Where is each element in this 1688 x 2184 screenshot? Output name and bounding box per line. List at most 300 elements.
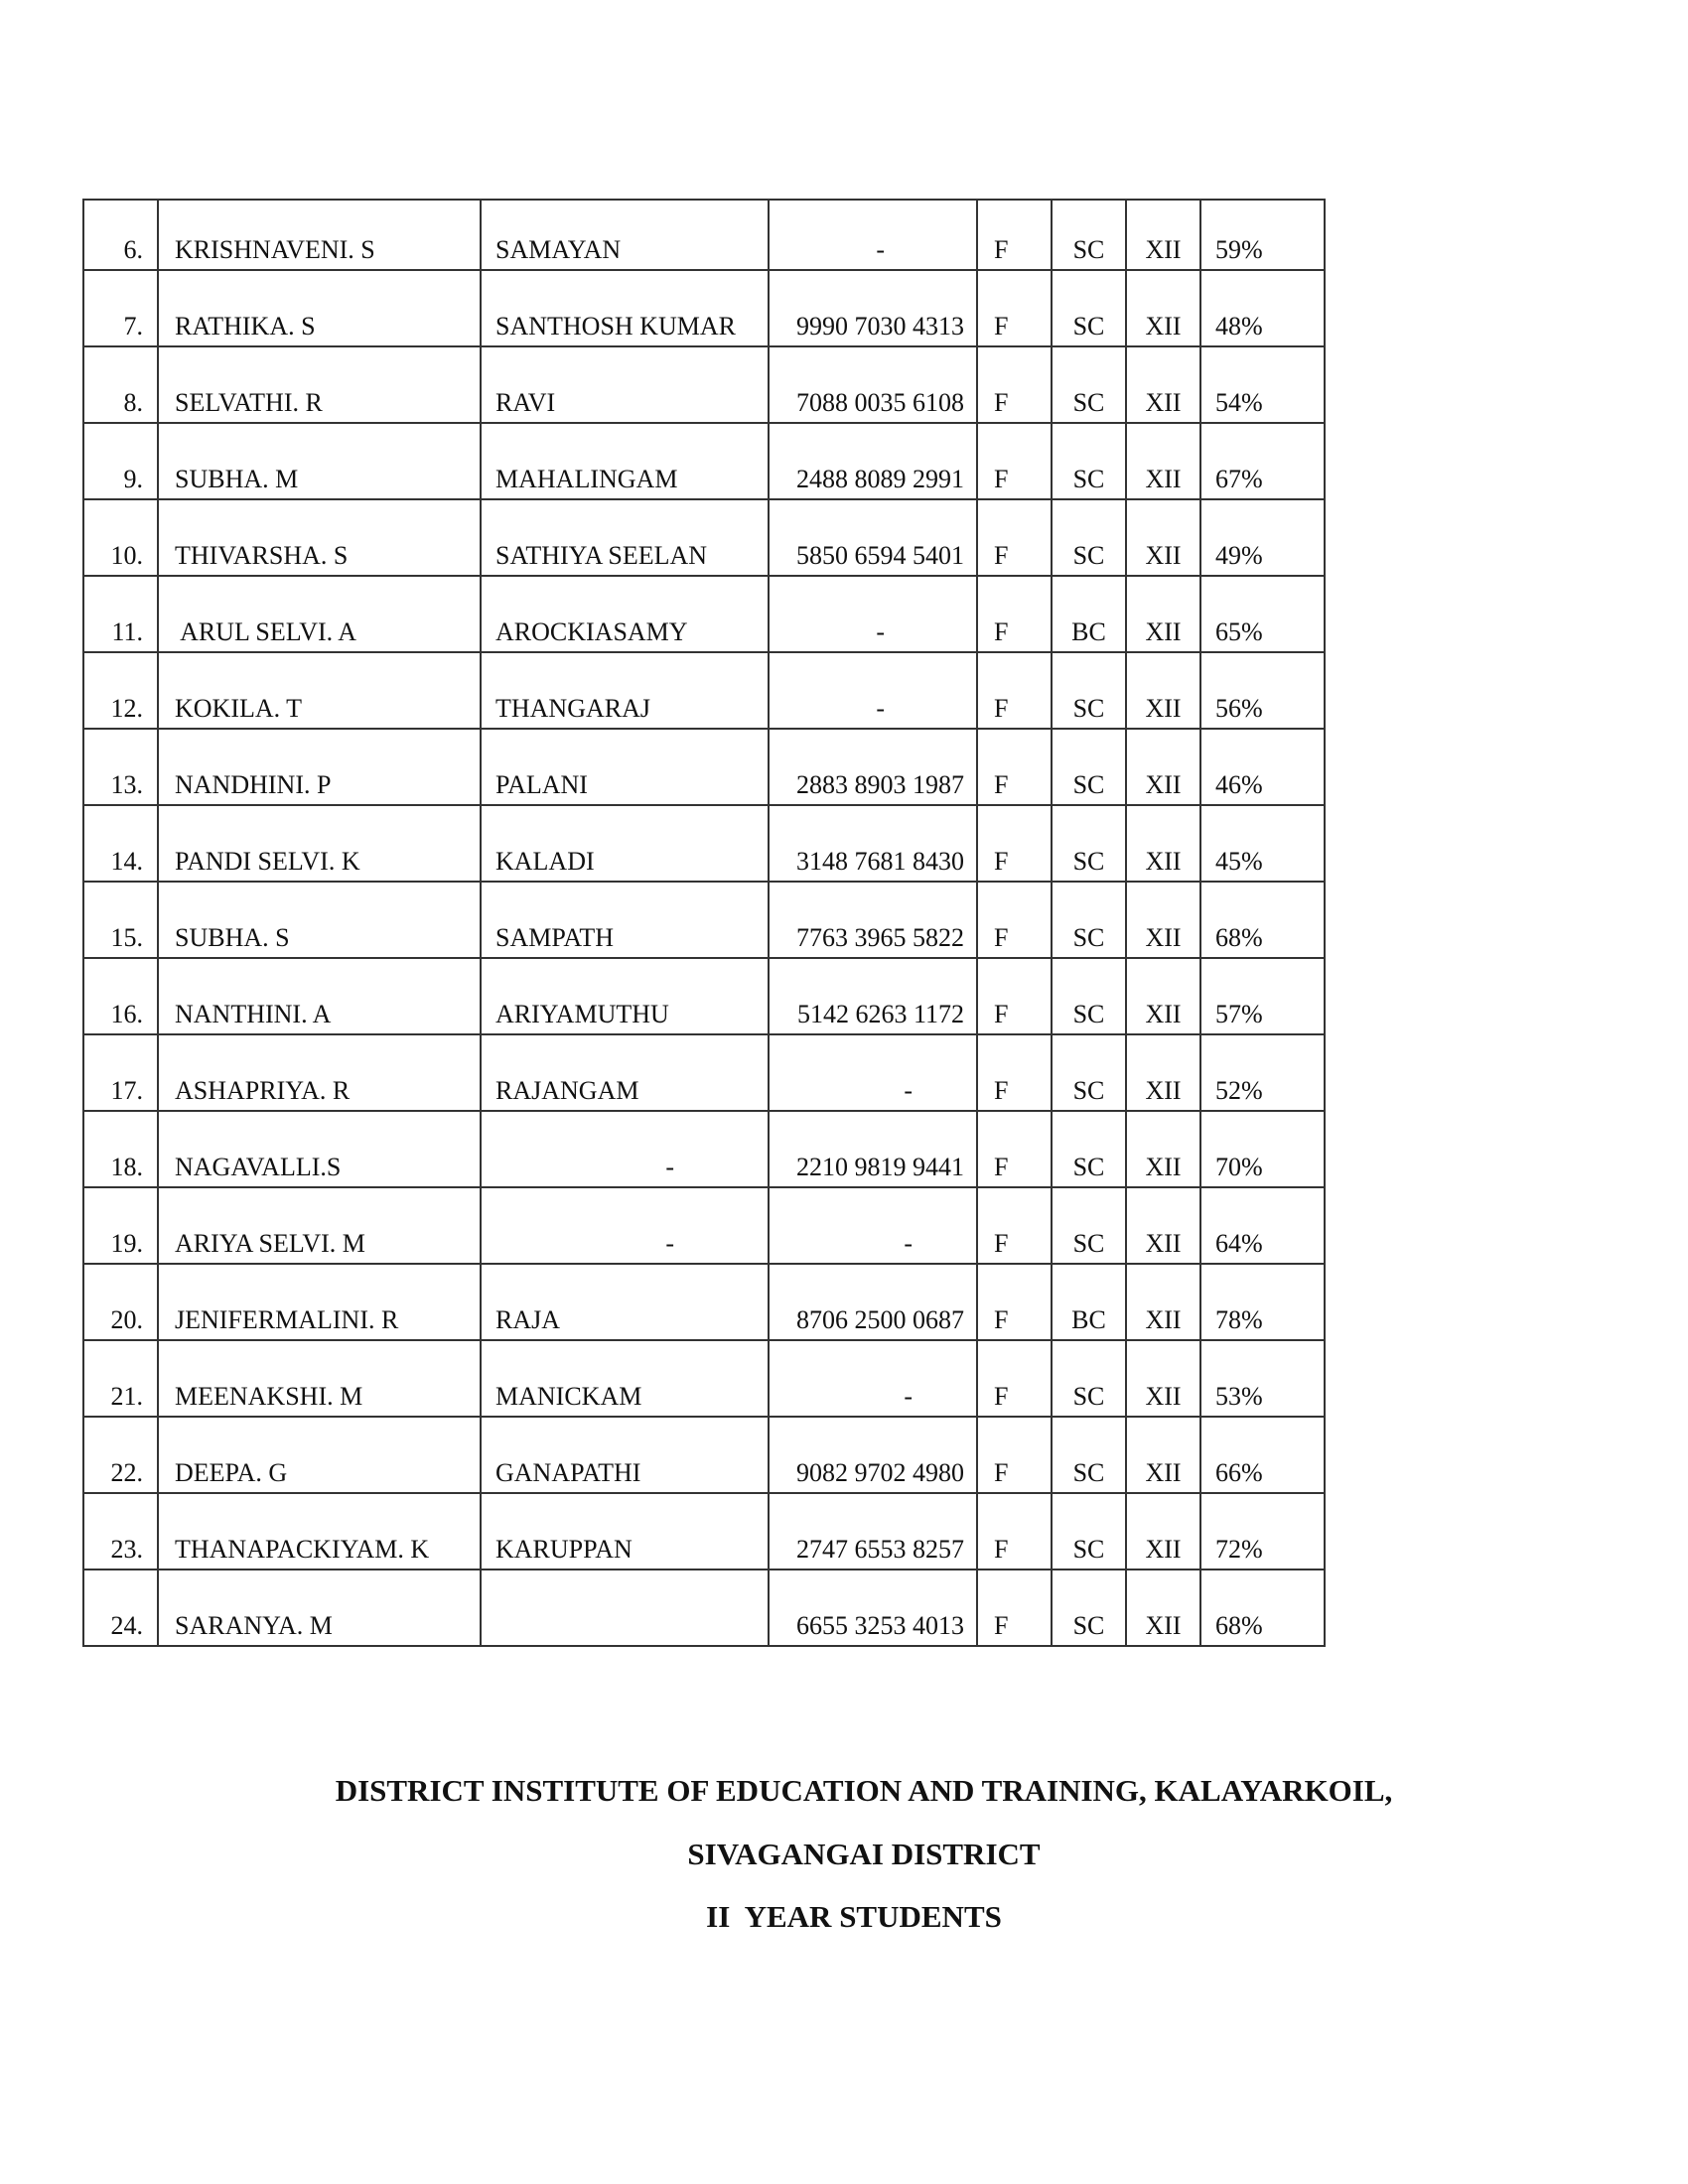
father-name-cell (481, 1034, 769, 1111)
gender-text: F (994, 465, 1009, 493)
father-name-text: SAMPATH (495, 923, 614, 952)
percentage-text: 72% (1215, 1535, 1263, 1564)
standard-text: XII (1145, 617, 1182, 646)
gender-text: F (994, 1458, 1009, 1487)
gender-cell (977, 423, 1052, 499)
gender-text: F (994, 388, 1009, 417)
standard-text: XII (1145, 388, 1182, 417)
student-name-cell (158, 652, 481, 729)
standard-cell (1126, 270, 1200, 346)
gender-cell (977, 1264, 1052, 1340)
aadhar-number-text: 2488 8089 2991 (796, 465, 964, 493)
gender-cell (977, 346, 1052, 423)
serial-number-text: 10. (110, 541, 143, 570)
student-name-text: NANTHINI. A (175, 1000, 332, 1028)
standard-cell (1126, 882, 1200, 958)
student-name-text: SUBHA. S (175, 923, 290, 952)
community-text: SC (1072, 1229, 1105, 1258)
community-cell (1052, 200, 1126, 270)
gender-cell (977, 1034, 1052, 1111)
student-name-cell (158, 200, 481, 270)
gender-text: F (994, 1076, 1009, 1105)
percentage-text: 53% (1215, 1382, 1263, 1411)
serial-number-text: 12. (110, 694, 143, 723)
student-name-cell (158, 729, 481, 805)
community-text: SC (1072, 694, 1105, 723)
table-row (83, 1034, 1325, 1111)
standard-cell (1126, 1264, 1200, 1340)
serial-number-cell (83, 1034, 158, 1111)
percentage-cell (1200, 805, 1325, 882)
standard-text: XII (1145, 847, 1182, 876)
community-cell (1052, 346, 1126, 423)
gender-text: F (994, 770, 1009, 799)
table-row (83, 1187, 1325, 1264)
serial-number-cell (83, 729, 158, 805)
community-cell (1052, 652, 1126, 729)
serial-number-cell (83, 805, 158, 882)
aadhar-number-text: - (876, 694, 885, 723)
year-heading: II YEAR STUDENTS (706, 1899, 1002, 1934)
gender-text: F (994, 1535, 1009, 1564)
student-name-cell (158, 1111, 481, 1187)
gender-cell (977, 499, 1052, 576)
standard-text: XII (1145, 312, 1182, 341)
percentage-text: 49% (1215, 541, 1263, 570)
percentage-text: 45% (1215, 847, 1263, 876)
percentage-text: 52% (1215, 1076, 1263, 1105)
standard-cell (1126, 576, 1200, 652)
student-name-text: RATHIKA. S (175, 312, 316, 341)
standard-cell (1126, 499, 1200, 576)
serial-number-text: 23. (110, 1535, 143, 1564)
gender-cell (977, 1187, 1052, 1264)
gender-text: F (994, 694, 1009, 723)
aadhar-number-text: 2883 8903 1987 (796, 770, 964, 799)
percentage-cell (1200, 200, 1325, 270)
father-name-text: RAJA (495, 1305, 561, 1334)
serial-number-text: 16. (110, 1000, 143, 1028)
serial-number-text: 15. (110, 923, 143, 952)
table-row (83, 1570, 1325, 1646)
aadhar-number-cell (769, 882, 977, 958)
student-name-text: THANAPACKIYAM. K (175, 1535, 430, 1564)
aadhar-number-text: 7088 0035 6108 (796, 388, 964, 417)
aadhar-number-text: - (904, 1076, 913, 1105)
student-name-text: KRISHNAVENI. S (175, 235, 375, 264)
aadhar-number-cell (769, 1187, 977, 1264)
gender-cell (977, 1111, 1052, 1187)
gender-text: F (994, 312, 1009, 341)
table-row (83, 652, 1325, 729)
father-name-cell (481, 1570, 769, 1646)
percentage-cell (1200, 499, 1325, 576)
student-name-text: PANDI SELVI. K (175, 847, 360, 876)
gender-text: F (994, 1153, 1009, 1181)
percentage-text: 59% (1215, 235, 1263, 264)
father-name-text: KALADI (495, 847, 595, 876)
gender-text: F (994, 541, 1009, 570)
gender-cell (977, 1493, 1052, 1570)
standard-text: XII (1145, 770, 1182, 799)
students-table (82, 199, 1326, 1647)
standard-text: XII (1145, 1229, 1182, 1258)
district-heading: SIVAGANGAI DISTRICT (687, 1837, 1041, 1871)
student-name-text: JENIFERMALINI. R (175, 1305, 399, 1334)
gender-text: F (994, 617, 1009, 646)
community-text: SC (1072, 1458, 1105, 1487)
community-text: BC (1071, 617, 1106, 646)
aadhar-number-cell (769, 576, 977, 652)
aadhar-number-text: 8706 2500 0687 (796, 1305, 964, 1334)
serial-number-cell (83, 1187, 158, 1264)
father-name-cell (481, 499, 769, 576)
community-text: SC (1072, 770, 1105, 799)
standard-cell (1126, 200, 1200, 270)
student-name-cell (158, 958, 481, 1034)
father-name-cell (481, 1264, 769, 1340)
standard-text: XII (1145, 235, 1182, 264)
serial-number-cell (83, 423, 158, 499)
student-name-text: ARUL SELVI. A (175, 617, 356, 646)
father-name-cell (481, 346, 769, 423)
gender-text: F (994, 1000, 1009, 1028)
father-name-cell (481, 805, 769, 882)
percentage-cell (1200, 270, 1325, 346)
percentage-cell (1200, 729, 1325, 805)
standard-text: XII (1145, 1535, 1182, 1564)
standard-text: XII (1145, 465, 1182, 493)
student-name-text: KOKILA. T (175, 694, 303, 723)
community-cell (1052, 882, 1126, 958)
aadhar-number-text: - (904, 1382, 913, 1411)
standard-cell (1126, 729, 1200, 805)
father-name-text: KARUPPAN (495, 1535, 633, 1564)
aadhar-number-cell (769, 1034, 977, 1111)
percentage-cell (1200, 652, 1325, 729)
serial-number-cell (83, 1340, 158, 1417)
community-text: SC (1072, 388, 1105, 417)
table-row (83, 270, 1325, 346)
student-name-cell (158, 270, 481, 346)
standard-text: XII (1145, 1076, 1182, 1105)
standard-text: XII (1145, 1458, 1182, 1487)
percentage-cell (1200, 882, 1325, 958)
gender-cell (977, 729, 1052, 805)
aadhar-number-text: - (876, 235, 885, 264)
serial-number-text: 18. (110, 1153, 143, 1181)
community-text: SC (1072, 1076, 1105, 1105)
aadhar-number-cell (769, 729, 977, 805)
community-text: SC (1072, 1535, 1105, 1564)
father-name-text: SATHIYA SEELAN (495, 541, 708, 570)
serial-number-cell (83, 499, 158, 576)
standard-cell (1126, 1570, 1200, 1646)
standard-text: XII (1145, 1382, 1182, 1411)
student-name-text: ARIYA SELVI. M (175, 1229, 365, 1258)
table-row (83, 499, 1325, 576)
student-name-cell (158, 499, 481, 576)
percentage-text: 66% (1215, 1458, 1263, 1487)
gender-text: F (994, 235, 1009, 264)
gender-text: F (994, 847, 1009, 876)
percentage-cell (1200, 1493, 1325, 1570)
table-row (83, 729, 1325, 805)
standard-cell (1126, 958, 1200, 1034)
percentage-text: 64% (1215, 1229, 1263, 1258)
community-text: SC (1072, 1382, 1105, 1411)
serial-number-cell (83, 1417, 158, 1493)
father-name-cell (481, 1493, 769, 1570)
aadhar-number-text: 6655 3253 4013 (796, 1611, 964, 1640)
father-name-text: SANTHOSH KUMAR (495, 312, 736, 341)
table-row (83, 1493, 1325, 1570)
standard-text: XII (1145, 1000, 1182, 1028)
aadhar-number-cell (769, 270, 977, 346)
father-name-cell (481, 576, 769, 652)
aadhar-number-cell (769, 200, 977, 270)
percentage-cell (1200, 1111, 1325, 1187)
percentage-text: 46% (1215, 770, 1263, 799)
student-name-cell (158, 882, 481, 958)
aadhar-number-text: 5850 6594 5401 (796, 541, 964, 570)
student-name-text: NANDHINI. P (175, 770, 332, 799)
standard-cell (1126, 805, 1200, 882)
table-row (83, 805, 1325, 882)
serial-number-cell (83, 200, 158, 270)
community-text: SC (1072, 847, 1105, 876)
student-name-text: ASHAPRIYA. R (175, 1076, 351, 1105)
community-cell (1052, 270, 1126, 346)
serial-number-cell (83, 958, 158, 1034)
community-text: SC (1072, 923, 1105, 952)
community-text: SC (1072, 1000, 1105, 1028)
standard-text: XII (1145, 1153, 1182, 1181)
student-name-text: NAGAVALLI.S (175, 1153, 342, 1181)
father-name-cell (481, 958, 769, 1034)
community-text: SC (1072, 465, 1105, 493)
student-name-text: SARANYA. M (175, 1611, 333, 1640)
aadhar-number-text: - (904, 1229, 913, 1258)
student-name-cell (158, 1187, 481, 1264)
percentage-text: 48% (1215, 312, 1263, 341)
standard-cell (1126, 1417, 1200, 1493)
community-cell (1052, 1187, 1126, 1264)
aadhar-number-text: 7763 3965 5822 (796, 923, 964, 952)
community-cell (1052, 499, 1126, 576)
aadhar-number-cell (769, 346, 977, 423)
serial-number-cell (83, 1264, 158, 1340)
serial-number-cell (83, 270, 158, 346)
percentage-cell (1200, 1264, 1325, 1340)
serial-number-text: 21. (110, 1382, 143, 1411)
percentage-text: 56% (1215, 694, 1263, 723)
aadhar-number-text: 3148 7681 8430 (796, 847, 964, 876)
gender-cell (977, 958, 1052, 1034)
father-name-text: GANAPATHI (495, 1458, 641, 1487)
standard-text: XII (1145, 541, 1182, 570)
aadhar-number-text: 5142 6263 1172 (796, 1000, 964, 1028)
aadhar-number-cell (769, 423, 977, 499)
community-cell (1052, 423, 1126, 499)
student-name-cell (158, 1493, 481, 1570)
community-cell (1052, 1264, 1126, 1340)
gender-cell (977, 805, 1052, 882)
serial-number-text: 20. (110, 1305, 143, 1334)
percentage-cell (1200, 1570, 1325, 1646)
standard-cell (1126, 423, 1200, 499)
standard-text: XII (1145, 1611, 1182, 1640)
serial-number-cell (83, 652, 158, 729)
serial-number-cell (83, 1570, 158, 1646)
standard-cell (1126, 1493, 1200, 1570)
father-name-text: ARIYAMUTHU (495, 1000, 669, 1028)
student-name-cell (158, 1417, 481, 1493)
serial-number-text: 24. (110, 1611, 143, 1640)
community-text: SC (1072, 235, 1105, 264)
community-cell (1052, 1417, 1126, 1493)
student-name-cell (158, 1264, 481, 1340)
table-row (83, 1340, 1325, 1417)
standard-cell (1126, 652, 1200, 729)
serial-number-cell (83, 1493, 158, 1570)
gender-text: F (994, 1611, 1009, 1640)
father-name-text: THANGARAJ (495, 694, 650, 723)
standard-cell (1126, 1111, 1200, 1187)
gender-text: F (994, 923, 1009, 952)
gender-text: F (994, 1382, 1009, 1411)
serial-number-cell (83, 882, 158, 958)
gender-cell (977, 1417, 1052, 1493)
percentage-cell (1200, 346, 1325, 423)
aadhar-number-text: 2210 9819 9441 (796, 1153, 964, 1181)
father-name-cell (481, 1111, 769, 1187)
table-row (83, 1417, 1325, 1493)
aadhar-number-cell (769, 1340, 977, 1417)
serial-number-text: 22. (110, 1458, 143, 1487)
father-name-cell (481, 423, 769, 499)
student-name-text: SELVATHI. R (175, 388, 323, 417)
percentage-text: 57% (1215, 1000, 1263, 1028)
father-name-text: SAMAYAN (495, 235, 622, 264)
community-cell (1052, 958, 1126, 1034)
gender-cell (977, 1340, 1052, 1417)
percentage-cell (1200, 576, 1325, 652)
student-name-text: THIVARSHA. S (175, 541, 349, 570)
percentage-cell (1200, 423, 1325, 499)
student-name-text: SUBHA. M (175, 465, 299, 493)
standard-cell (1126, 1034, 1200, 1111)
table-row (83, 1111, 1325, 1187)
gender-cell (977, 576, 1052, 652)
aadhar-number-cell (769, 1111, 977, 1187)
father-name-cell (481, 270, 769, 346)
standard-text: XII (1145, 923, 1182, 952)
father-name-text: AROCKIASAMY (495, 617, 688, 646)
serial-number-text: 6. (123, 235, 143, 264)
community-text: SC (1072, 541, 1105, 570)
percentage-cell (1200, 1340, 1325, 1417)
father-name-text: RAJANGAM (495, 1076, 639, 1105)
student-name-cell (158, 346, 481, 423)
standard-cell (1126, 346, 1200, 423)
community-cell (1052, 805, 1126, 882)
table-row (83, 200, 1325, 270)
student-name-cell (158, 576, 481, 652)
aadhar-number-text: 9082 9702 4980 (796, 1458, 964, 1487)
gender-cell (977, 270, 1052, 346)
gender-cell (977, 200, 1052, 270)
aadhar-number-text: 2747 6553 8257 (796, 1535, 964, 1564)
table-row (83, 576, 1325, 652)
father-name-text: MANICKAM (495, 1382, 642, 1411)
father-name-cell (481, 652, 769, 729)
father-name-cell (481, 1187, 769, 1264)
father-name-text: - (665, 1153, 674, 1181)
gender-text: F (994, 1305, 1009, 1334)
gender-cell (977, 652, 1052, 729)
table-row (83, 1264, 1325, 1340)
student-name-text: DEEPA. G (175, 1458, 288, 1487)
serial-number-text: 11. (111, 617, 143, 646)
father-name-text: MAHALINGAM (495, 465, 678, 493)
father-name-text: - (665, 1229, 674, 1258)
percentage-text: 54% (1215, 388, 1263, 417)
community-cell (1052, 1034, 1126, 1111)
serial-number-cell (83, 1111, 158, 1187)
percentage-text: 68% (1215, 1611, 1263, 1640)
serial-number-cell (83, 346, 158, 423)
serial-number-text: 8. (123, 388, 143, 417)
institute-heading: DISTRICT INSTITUTE OF EDUCATION AND TRAINING, KALAYARKOIL, (335, 1773, 1393, 1808)
percentage-text: 78% (1215, 1305, 1263, 1334)
serial-number-cell (83, 576, 158, 652)
percentage-cell (1200, 958, 1325, 1034)
aadhar-number-cell (769, 1570, 977, 1646)
table-row (83, 423, 1325, 499)
student-name-cell (158, 805, 481, 882)
percentage-text: 70% (1215, 1153, 1263, 1181)
standard-text: XII (1145, 1305, 1182, 1334)
aadhar-number-text: - (876, 617, 885, 646)
students-table-body (83, 200, 1325, 1646)
community-cell (1052, 1340, 1126, 1417)
community-cell (1052, 1570, 1126, 1646)
aadhar-number-cell (769, 805, 977, 882)
father-name-cell (481, 200, 769, 270)
table-row (83, 346, 1325, 423)
student-name-cell (158, 423, 481, 499)
aadhar-number-cell (769, 1417, 977, 1493)
serial-number-text: 14. (110, 847, 143, 876)
aadhar-number-cell (769, 958, 977, 1034)
community-cell (1052, 729, 1126, 805)
serial-number-text: 17. (110, 1076, 143, 1105)
table-row (83, 958, 1325, 1034)
student-name-cell (158, 1034, 481, 1111)
serial-number-text: 7. (123, 312, 143, 341)
percentage-cell (1200, 1417, 1325, 1493)
aadhar-number-cell (769, 652, 977, 729)
father-name-text: RAVI (495, 388, 556, 417)
aadhar-number-cell (769, 1493, 977, 1570)
student-name-text: MEENAKSHI. M (175, 1382, 363, 1411)
percentage-cell (1200, 1187, 1325, 1264)
gender-cell (977, 882, 1052, 958)
father-name-cell (481, 882, 769, 958)
percentage-cell (1200, 1034, 1325, 1111)
gender-cell (977, 1570, 1052, 1646)
